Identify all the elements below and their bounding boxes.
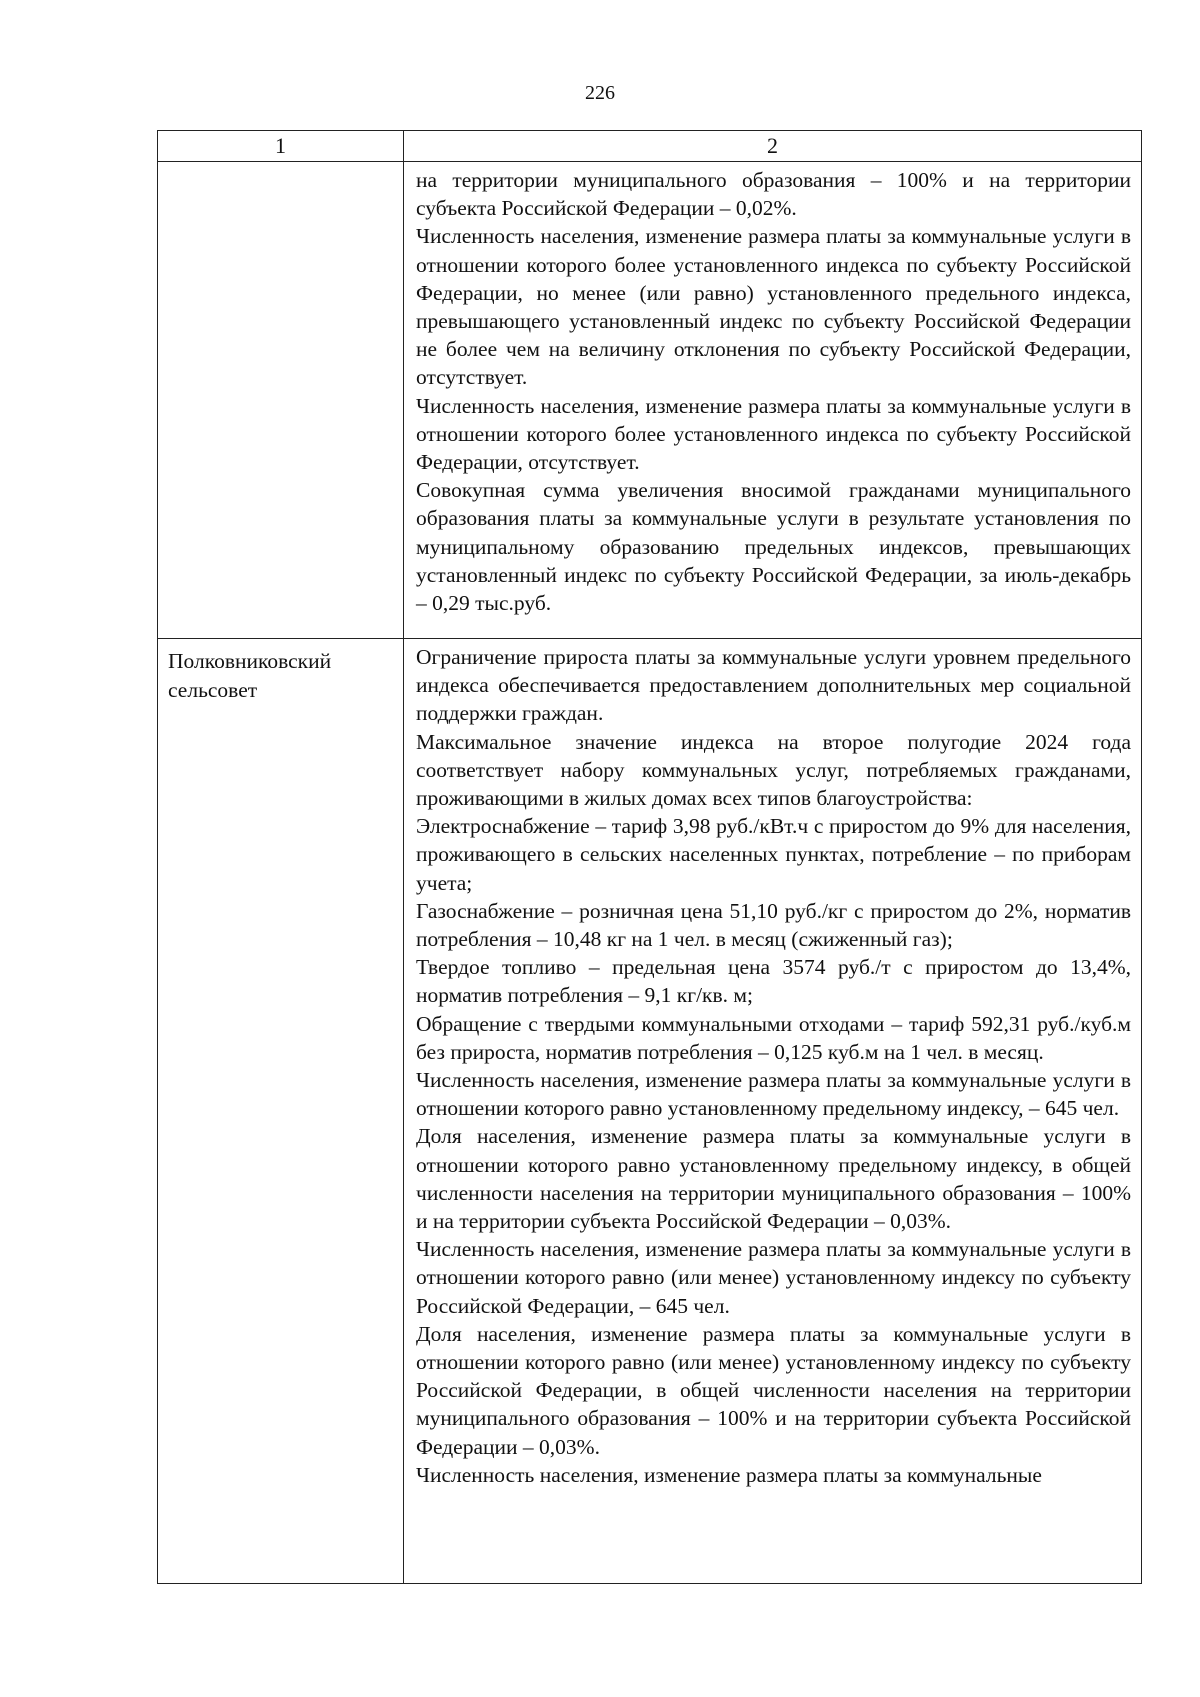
paragraph: Доля населения, изменение размера платы за коммунальные услуги в отношении которого равно установленному предельному индексу, в общей численности населения на территории муниципального образования – 100% и на территории субъекта Российской Федерации – 0,03%. xyxy=(416,1124,1131,1234)
table-row xyxy=(158,639,1142,1584)
municipality-cell: Полковниковский сельсовет xyxy=(158,639,404,1584)
column-header-1: 1 xyxy=(158,131,404,162)
table-header-row xyxy=(158,131,1142,162)
paragraph: Доля населения, изменение размера платы за коммунальные услуги в отношении которого равно (или менее) установленному индексу по субъекту Российской Федерации, в общей численности населения на территории муниципального образования – 100% и на территории субъекта Российской Федерации – 0,03%. xyxy=(416,1321,1131,1459)
paragraph: Численность населения, изменение размера платы за коммунальные услуги в отношении которого более установленного индекса по субъекту Российской Федерации, отсутствует. xyxy=(416,393,1131,475)
paragraph: Численность населения, изменение размера платы за коммунальные услуги в отношении которого равно (или менее) установленному индексу по субъекту Российской Федерации, – 645 чел. xyxy=(416,1237,1131,1318)
paragraph: Обращение с твердыми коммунальными отходами – тариф 592,31 руб./куб.м без прироста, норматив потребления – 0,125 куб.м на 1 чел. в месяц. xyxy=(416,1011,1131,1064)
description-cell xyxy=(404,639,1142,1584)
paragraph: Численность населения, изменение размера платы за коммунальные услуги в отношении которого равно установленному предельному индексу, – 645 чел. xyxy=(416,1068,1131,1121)
paragraph: Твердое топливо – предельная цена 3574 руб./т с приростом до 13,4%, норматив потребления – 9,1 кг/кв. м; xyxy=(416,955,1131,1008)
description-cell xyxy=(404,162,1142,639)
paragraph: Совокупная сумма увеличения вносимой гражданами муниципального образования платы за коммунальные услуги в результате установления по муниципальному образованию предельных индексов, превышающих установленный индекс по субъекту Российской Федерации, за июль-декабрь – 0,29 тыс.руб. xyxy=(416,478,1131,616)
document-table xyxy=(157,130,1142,1584)
paragraph: Численность населения, изменение размера платы за коммунальные xyxy=(416,1462,1042,1487)
paragraph: Численность населения, изменение размера платы за коммунальные услуги в отношении которого более установленного индекса по субъекту Российской Федерации, но менее (или равно) установленного предельного индекса, превышающего установленный индекс по субъекту Российской Федерации не более чем на величину отклонения по субъекту Российской Федерации, отсутствует. xyxy=(416,224,1131,390)
paragraph: Электроснабжение – тариф 3,98 руб./кВт.ч с приростом до 9% для населения, проживающего в сельских населенных пунктах, потребление – по приборам учета; xyxy=(416,814,1131,895)
column-header-2: 2 xyxy=(404,131,1142,162)
paragraph: Максимальное значение индекса на второе полугодие 2024 года соответствует набору коммунальных услуг, потребляемых гражданами, проживающими в жилых домах всех типов благоустройства: xyxy=(416,729,1131,811)
page-number: 226 xyxy=(585,82,615,104)
paragraph: на территории муниципального образования – 100% и на территории субъекта Российской Федерации – 0,02%. xyxy=(416,168,1131,221)
municipality-cell xyxy=(158,162,404,639)
paragraph: Газоснабжение – розничная цена 51,10 руб./кг с приростом до 2%, норматив потребления – 10,48 кг на 1 чел. в месяц (сжиженный газ); xyxy=(416,898,1131,952)
table-row xyxy=(158,162,1142,639)
paragraph: Ограничение прироста платы за коммунальные услуги уровнем предельного индекса обеспечивается предоставлением дополнительных мер социальной поддержки граждан. xyxy=(416,645,1131,726)
